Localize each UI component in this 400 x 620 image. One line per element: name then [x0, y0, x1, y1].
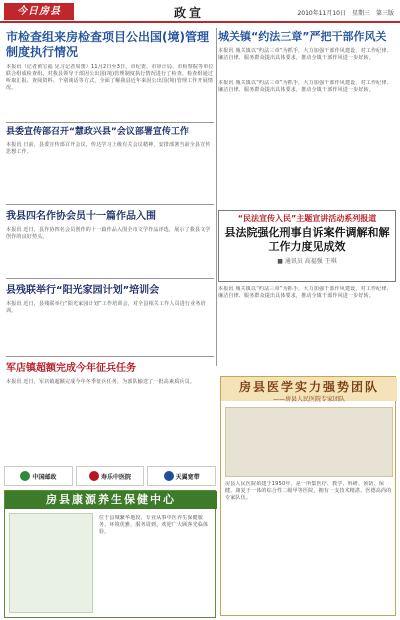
feature-byline: ■ 通讯员 高福强 王琪 — [277, 258, 337, 265]
ad-broadband[interactable] — [147, 466, 216, 486]
section-title: 政宣 — [174, 6, 205, 20]
promo-hospital-team — [220, 376, 396, 616]
lead-headline[interactable]: 市检查组来房检查项目公出国(境)管理制度执行情况 — [6, 30, 209, 59]
article-5-body: 本报讯 近日，军店镇超额完成今年冬季征兵任务，为部队输送了一批高素质兵员。 — [6, 379, 195, 385]
divider — [6, 278, 214, 279]
article-5 — [6, 362, 214, 462]
hospital-logo-icon — [89, 471, 99, 481]
broadband-logo-icon — [164, 471, 174, 481]
ad-label: 寿乐中医院 — [101, 473, 132, 481]
promo-hospital-photo — [225, 407, 393, 477]
promo-hospital-title[interactable]: 房县医学实力强势团队 — [221, 377, 397, 401]
right-top-body: 本报讯 城关镇以“约法三章”为抓手，大力加强干部作风建设，对工作纪律、廉洁自律、服务群众提出具体要求，推动全镇干部作风进一步好转。 — [218, 48, 392, 61]
column-divider — [216, 28, 217, 366]
ad-hospital[interactable] — [76, 466, 145, 486]
divider — [6, 204, 214, 205]
feature-headline[interactable]: 县法院强化刑事自诉案件调解和解工作力度见成效 — [224, 226, 390, 253]
promo-health-body: 位于县城繁华地段，专业从事中医养生保健服务，环境优雅，服务周到，欢迎广大顾客光临体验。 — [99, 515, 209, 535]
article-2-headline[interactable]: 县委宣传部召开“慧政兴县”会议部署宣传工作 — [6, 127, 189, 137]
promo-hospital-subtitle: ——房县人民医院专家团队 — [272, 396, 345, 403]
article-4-body: 本报讯 近日，县残联举行“阳光家园计划”工作培训会，对全县相关工作人员进行业务培训。 — [6, 301, 206, 314]
right-top-article — [218, 30, 396, 74]
divider — [6, 122, 214, 123]
promo-health-center — [4, 490, 216, 618]
promo-health-title[interactable]: 房县康源养生保健中心 — [5, 491, 217, 509]
divider — [6, 356, 214, 357]
dateline: 2010年11月10日 星期三 第三版 — [297, 10, 394, 17]
right-top-body-continued: 本报讯 城关镇以“约法三章”为抓手，大力加强干部作风建设，对工作纪律、廉洁自律、服务群众提出具体要求，推动全镇干部作风进一步好转。 — [218, 80, 392, 93]
header-rule — [0, 21, 400, 23]
promo-hospital-body: 房县人民医院始建于1950年，是一所集医疗、教学、科研、预防、保健、康复于一体的综合性二级甲等医院，拥有一支技术精湛、医德高尚的专家队伍。 — [225, 481, 392, 501]
article-5-headline[interactable]: 军店镇超额完成今年征兵任务 — [6, 363, 136, 374]
article-4-headline[interactable]: 县残联举行“阳光家园计划”培训会 — [6, 285, 160, 296]
newspaper-logo: 今日房县 — [4, 3, 74, 20]
feature-box — [218, 210, 396, 282]
right-top-headline[interactable]: 城关镇“约法三章”严把干部作风关 — [218, 30, 387, 43]
article-3-body: 本报讯 近日，县作协四名会员创作的十一篇作品入围全市文学作品评选，展示了我县文学创作的良好势头。 — [6, 227, 211, 240]
ad-strip — [4, 466, 216, 486]
feature-body: 本报讯 城关镇以“约法三章”为抓手，大力加强干部作风建设，对工作纪律、廉洁自律、服务群众提出具体要求，推动全镇干部作风进一步好转。 — [218, 286, 392, 299]
article-3-headline[interactable]: 我县四名作协会员十一篇作品入围 — [6, 211, 156, 222]
ad-label: 中国邮政 — [32, 473, 57, 481]
masthead — [0, 0, 400, 26]
promo-health-photo — [9, 513, 93, 613]
article-4 — [6, 284, 214, 352]
china-post-logo-icon — [20, 471, 30, 481]
article-2 — [6, 126, 214, 202]
article-2-body: 本报讯 日前，县委宣传部召开会议，传达学习上级有关会议精神，安排部署当前全县宣传思想工作。 — [6, 142, 211, 155]
ad-china-post[interactable] — [4, 466, 73, 486]
lead-body: 本报讯（记者黄宝福 见习记者周蕾）11月2日至3日，市纪委、市审计局、市检察院等单位联合组成检查组，对我县领导干部因公出国(境)管理制度执行情况进行了检查。检查组通过听取汇报、查阅资料、个别谈话等方式，全面了解我县近年来因公出国(境)管理工作开展情况。 — [6, 64, 214, 91]
ad-label: 天翼宽带 — [175, 473, 200, 481]
article-3 — [6, 210, 214, 274]
feature-kicker: “民法宣传入民”主题宣讲活动系列报道 — [237, 214, 377, 223]
